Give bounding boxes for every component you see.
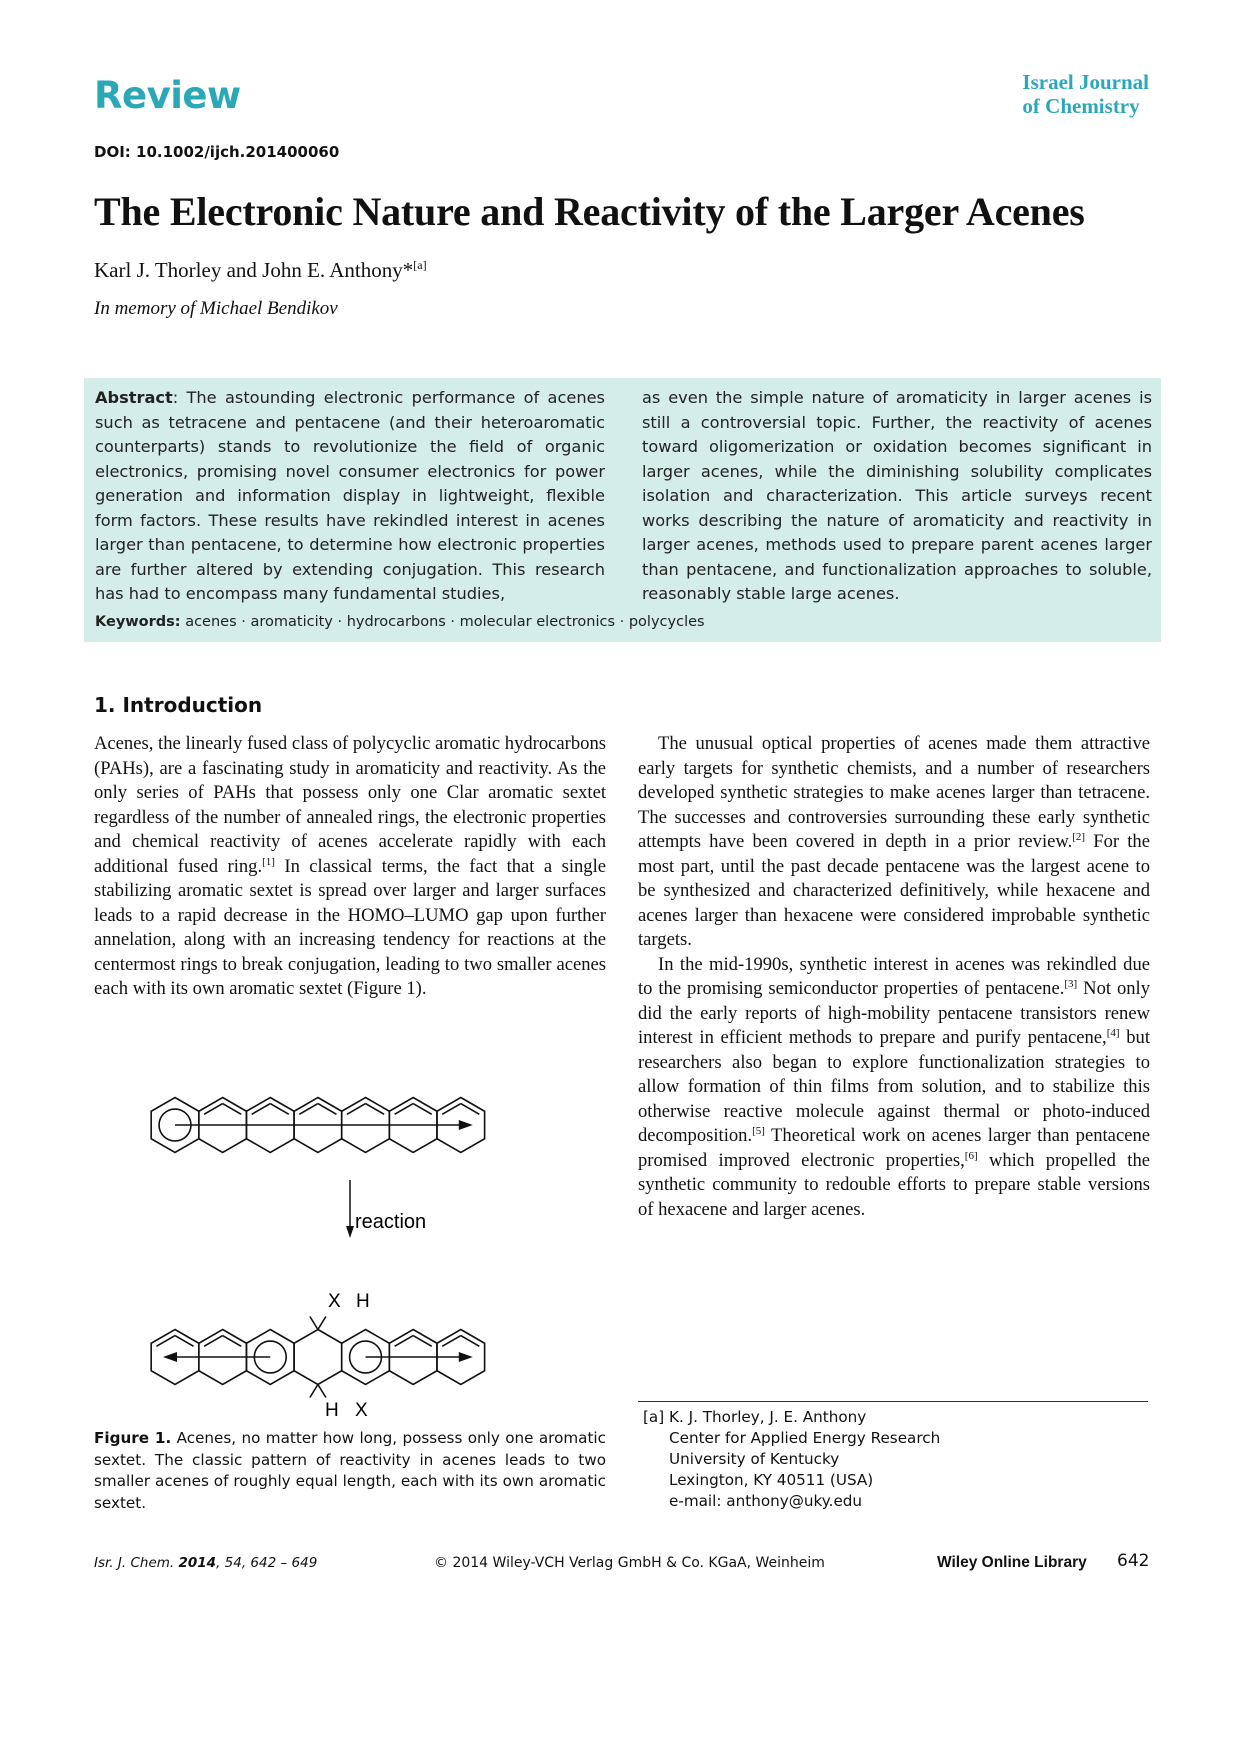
journal-name[interactable] [1022,70,1149,118]
article-title: The Electronic Nature and Reactivity of the Larger Acenes [94,189,1085,234]
abstract-text-right: as even the simple nature of aromaticity in larger acenes is still a controversial topic. Further, the reactivity of acenes toward oligomerization or oxidation becomes significant in larger acenes, while the diminishing solubility complicates isolation and characterization. This article surveys recent works describing the nature of aromaticity and reactivity in larger acenes, methods used to prepare parent acenes larger than pentacene, and functionalization approaches to soluble, reasonably stable large acenes. [642,388,1152,603]
keywords-list: acenes · aromaticity · hydrocarbons · molecular electronics · polycycles [185,614,705,630]
affiliation-line: Center for Applied Energy Research [669,1429,941,1447]
double-bond [461,1104,480,1115]
body-right-column [638,732,1150,1222]
keywords [95,614,705,630]
affiliation-line: University of Kentucky [669,1450,840,1468]
reaction-arrow [346,1180,354,1238]
double-bond [223,1104,242,1115]
affiliation-email[interactable]: e-mail: anthony@uky.edu [669,1492,863,1510]
journal-name-line1: Israel Journal [1022,70,1149,94]
paragraph-text: The unusual optical properties of acenes made them attractive early targets for synthetic chemists, and a number of researchers developed synthetic strategies to make acenes larger than tetracene. The successes and controversies surrounding these early synthetic attempts have been covered in depth in a prior review. [638,733,1150,852]
footnote-divider [638,1401,1148,1402]
double-bond [442,1336,461,1347]
paragraph-text: In classical terms, the fact that a single stabilizing aromatic sextet is spread over larger and larger surfaces leads to a rapid decrease in the HOMO–LUMO gap upon further annelation, along with an increasing tendency for reactions at the centermost rings to break conjugation, leading to two smaller acenes each with its own aromatic sextet (Figure 1). [94,855,606,999]
paragraph-text: In the mid-1990s, synthetic interest in acenes was rekindled due to the promising semiconductor properties of pentacene. [638,953,1150,999]
substituent-h-bottom: H [325,1400,339,1420]
substituent-bond [318,1317,326,1330]
paragraph [94,732,606,1002]
arrowhead [459,1352,473,1362]
citation-journal: Isr. J. Chem. [94,1555,179,1571]
citation-ref[interactable]: [3] [1064,977,1078,990]
figure-1-scheme [150,1080,560,1420]
paragraph-text: but researchers also began to explore functionalization strategies to allow formation of thin films from solution, and to stabilize this otherwise reactive molecule against thermal or photo-induced decomposition. [638,1027,1150,1146]
double-bond [461,1336,480,1347]
double-bond [175,1336,194,1347]
abstract-label: Abstract [95,388,173,407]
dedication: In memory of Michael Bendikov [94,298,338,319]
affiliation-tag: [a] [643,1408,665,1426]
double-bond [204,1104,223,1115]
footer-copyright: © 2014 Wiley-VCH Verlag GmbH & Co. KGaA, Weinheim [434,1555,825,1571]
footer-citation [94,1555,317,1571]
double-bond [156,1336,175,1347]
author-list [94,258,427,283]
double-bond [366,1104,385,1115]
citation-ref[interactable]: [2] [1072,830,1086,843]
double-bond [442,1104,461,1115]
authors-text: Karl J. Thorley and John E. Anthony* [94,258,414,282]
page-number: 642 [1117,1551,1150,1571]
double-bond [347,1104,366,1115]
figure-caption [94,1428,606,1514]
wiley-online-library-link[interactable]: Wiley Online Library [937,1554,1087,1571]
double-bond [299,1104,318,1115]
substituent-x-top: X [328,1291,341,1312]
citation-ref[interactable]: [6] [964,1149,978,1162]
double-bond [223,1336,242,1347]
section-heading: 1. Introduction [94,693,263,717]
substituent-x-bottom: X [355,1400,368,1420]
arrowhead [459,1120,473,1130]
citation-ref[interactable]: [4] [1106,1026,1120,1039]
paragraph [638,732,1150,953]
double-bond [270,1104,289,1115]
substituent-bond [310,1317,318,1330]
double-bond [413,1336,432,1347]
arrowhead [163,1352,177,1362]
paragraph-text: which propelled the synthetic community to redouble efforts to prepare stable versions of hexacene and larger acenes. [638,1149,1150,1220]
double-bond [413,1104,432,1115]
reaction-label: reaction [355,1211,427,1233]
abstract-box [84,378,1161,642]
substituent-bond [310,1385,318,1398]
section-label: Review [94,74,241,117]
abstract-left-column: Abstract: The astounding electronic performance of acenes such as tetracene and pentacene (and their heteroaromatic counterparts) stands to revolutionize the field of organic electronics, promising novel consumer electronics for power generation and information display in lightweight, flexible form factors. These results have rekindled interest in acenes larger than pentacene, to determine how electronic properties are further altered by extending conjugation. This research has had to encompass many fundamental studies, [95,388,605,603]
affiliation-mark[interactable]: [a] [413,258,427,272]
caption-label: Figure 1. [94,1429,172,1447]
affiliation-footnote [643,1407,940,1512]
body-left-column [94,732,606,1002]
substituent-h-top: H [356,1291,370,1312]
double-bond [252,1104,271,1115]
double-bond [204,1336,223,1347]
citation-ref[interactable]: [1] [262,855,275,868]
double-bond [318,1104,337,1115]
paragraph [638,953,1150,1223]
citation-year: 2014 [178,1555,217,1571]
paragraph-text: Acenes, the linearly fused class of polycyclic aromatic hydrocarbons (PAHs), are a fascinating study in aromaticity and reactivity. As the only series of PAHs that possess only one Clar aromatic sextet regardless of the number of annealed rings, the electronic properties and chemical reactivity of acenes accelerate rapidly with each additional fused ring. [94,733,606,877]
paragraph-text: Not only did the early reports of high-mobility pentacene transistors renew interest in efficient methods to prepare and purify pentacene, [638,978,1151,1048]
substituent-bond [318,1385,326,1398]
caption-text: Acenes, no matter how long, possess only one aromatic sextet. The classic pattern of reactivity in acenes leads to two smaller acenes of roughly equal length, each with its own aromatic sextet. [94,1429,606,1512]
abstract-text-left: The astounding electronic performance of acenes such as tetracene and pentacene (and their heteroaromatic counterparts) stands to revolutionize the field of organic electronics, promising novel consumer electronics for power generation and information display in lightweight, flexible form factors. These results have rekindled interest in acenes larger than pentacene, to determine how electronic properties are further altered by extending conjugation. This research has had to encompass many fundamental studies, [95,388,605,603]
double-bond [395,1336,414,1347]
dihydroheptacene-structure [151,1317,484,1398]
paragraph-text: Theoretical work on acenes larger than pentacene promised improved electronic properties, [638,1125,1150,1171]
heptacene-structure [151,1098,484,1153]
double-bond [395,1104,414,1115]
abstract-right-column [642,386,1152,607]
doi[interactable]: DOI: 10.1002/ijch.201400060 [94,143,340,161]
citation-pages: , 54, 642 – 649 [216,1555,318,1571]
paragraph-text: For the most part, until the past decade pentacene was the largest acene to be synthesized and characterized definitively, while hexacene and acenes larger than hexacene were considered improbable synthetic targets. [638,831,1150,950]
affiliation-names: K. J. Thorley, J. E. Anthony [669,1408,867,1426]
journal-name-line2: of Chemistry [1022,94,1140,118]
affiliation-line: Lexington, KY 40511 (USA) [669,1471,874,1489]
citation-ref[interactable]: [5] [752,1124,765,1137]
benzene-ring [294,1330,342,1385]
keywords-label: Keywords: [95,614,181,630]
